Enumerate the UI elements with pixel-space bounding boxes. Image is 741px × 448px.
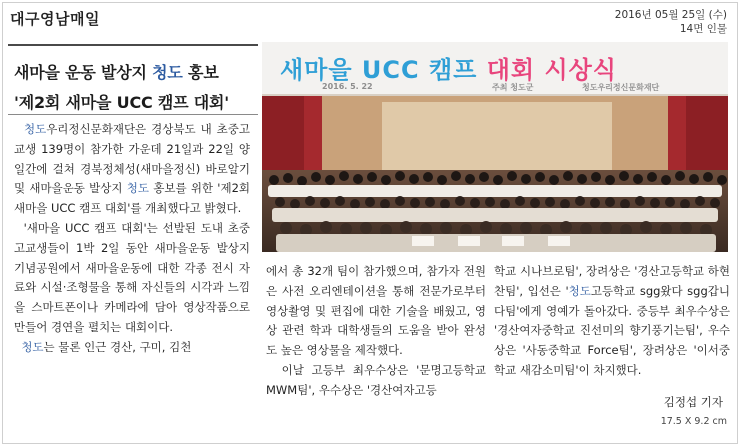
- headline: [14, 60, 219, 83]
- banner-title-main: 새마을 UCC 캠프: [280, 56, 478, 84]
- banner-organizer: 청도우리정신문화재단: [582, 83, 660, 92]
- article-paragraph-3: [14, 338, 250, 358]
- paragraph-text: 에서 총 32개 팀이 참가했으며, 참가자 전원은 사전 오리엔테이션을 통해 전문가로부터 영상촬영 및 편집에 대한 기술을 배웠고, 영상 관련 학과 대학생들의 도움을 받아 완성도 높은 영상물을 제작했다.: [266, 264, 486, 358]
- publication-date: 2016년 05월 25일 (수): [614, 9, 727, 21]
- paragraph-text: 고등학교 sgg왔다 sgg갑니다팀'에게 영예가 돌아갔다. 중등부 최우수상은 '경산여자중학교 진선미의 향기풍기는팀', 우수상은 '사동중학교 Force팀', 장려상은 '이서중학교 새감소미팀'이 차지했다.: [494, 283, 730, 377]
- place-highlight: 청도: [568, 283, 591, 298]
- banner-host: 주최 청도군: [492, 83, 534, 92]
- event-photo: [262, 42, 728, 252]
- headline-suffix: 홍보: [182, 63, 219, 82]
- article-column-3: [494, 262, 730, 381]
- place-highlight: 청도: [23, 122, 47, 136]
- banner-title: [280, 50, 617, 85]
- headline-prefix: 새마을 운동 발상지: [14, 63, 153, 82]
- paragraph-text: 이날 고등부 최우수상은 '문명고등학교 MWM팀', 우수상은 '경산여자고등: [266, 362, 486, 397]
- banner-date: 2016. 5. 22: [322, 82, 373, 91]
- top-rule: [8, 44, 258, 46]
- place-highlight: 청도: [21, 339, 44, 354]
- place-highlight: 청도: [126, 181, 149, 196]
- article-paragraph-5: [266, 361, 486, 401]
- page-section: 14면 인물: [679, 23, 727, 35]
- mid-rule: [8, 114, 258, 115]
- article-paragraph-6: [494, 262, 730, 381]
- article-column-1: [14, 120, 250, 358]
- banner-title-pink: 대회 시상식: [486, 56, 617, 84]
- newspaper-masthead: 대구영남매일: [10, 10, 100, 28]
- headline-highlight: 청도: [152, 63, 183, 82]
- article-column-2: [266, 262, 486, 401]
- paragraph-text: 홍보를 위한 '제2회 새마을 UCC 캠프 대회'를 개최했다고 밝혔다.: [14, 181, 250, 216]
- dateline: [615, 8, 727, 36]
- clipping-size: 17.5 X 9.2 cm: [660, 416, 727, 427]
- paragraph-text: '새마을 UCC 캠프 대회'는 선발된 도내 초중고교생들이 1박 2일 동안 새마을운동 발상지 기념공원에서 새마을운동에 대한 각종 전시 자료와 시설·조형물을 통해 자신들의 시각과 느낌을 스마트폰이나 카메라에 담아 영상작품으로 만들어 경연을 펼치는 대회이다.: [14, 220, 250, 334]
- article-paragraph-2: [14, 219, 250, 338]
- article-paragraph-4: [266, 262, 486, 361]
- reporter-byline: 김정섭 기자: [663, 395, 723, 409]
- subheadline: '제2회 새마을 UCC 캠프 대회': [14, 93, 229, 112]
- paragraph-text: 우리정신문화재단은 경상북도 내 초중고교생 139명이 참가한 가운데 21일과 22일 양일간에 걸쳐 경북정체성(새마을정신) 바로알기 및 새마을운동 발상지: [14, 122, 250, 196]
- article-paragraph-1: [14, 120, 250, 219]
- paragraph-text: 학교 시나브로팀', 장려상은 '경산고등학교 하현찬팀', 입선은 ': [494, 264, 730, 298]
- paragraph-text: 는 물론 인근 경산, 구미, 김천: [43, 339, 192, 354]
